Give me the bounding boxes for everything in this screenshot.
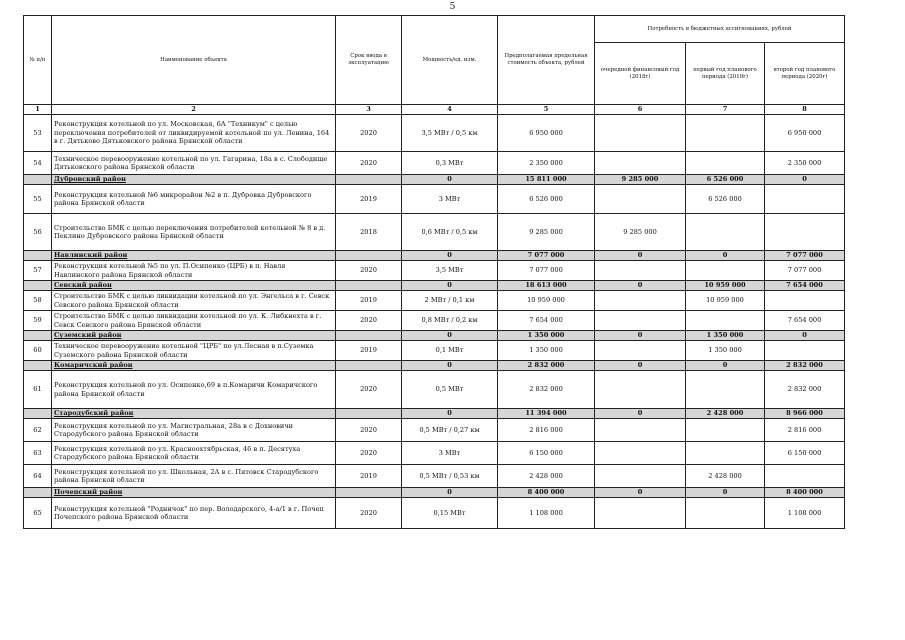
y2018-cell (595, 115, 686, 152)
group-row (24, 281, 845, 291)
table-row (24, 291, 845, 311)
y2018-cell: 0 (595, 331, 686, 341)
table-body (24, 115, 845, 529)
y2019-cell (686, 152, 765, 175)
num-cell: 65 (24, 498, 52, 529)
power-cell: 3,5 МВт (402, 261, 498, 281)
table-row (24, 465, 845, 488)
power-cell: 0,6 МВт / 0,5 км (402, 214, 498, 251)
y2019-cell: 1 350 000 (686, 331, 765, 341)
power-cell: 0 (402, 361, 498, 371)
y2020-cell (765, 214, 845, 251)
num-cell: 61 (24, 371, 52, 409)
num-cell: 56 (24, 214, 52, 251)
cost-cell: 2 350 000 (498, 152, 595, 175)
header-cost: Предполагаемая предельная стоимость объекта, рублей (498, 16, 595, 105)
power-cell: 0 (402, 251, 498, 261)
power-cell: 0,5 МВт / 0,27 км (402, 419, 498, 442)
group-row (24, 488, 845, 498)
y2018-cell: 0 (595, 361, 686, 371)
cost-cell: 18 613 000 (498, 281, 595, 291)
table-row (24, 341, 845, 361)
power-cell: 0,3 МВт (402, 152, 498, 175)
object-name-cell: Строительство БМК с целью ликвидации котельной по ул. Энгельса в г. Севск Севского района Брянской области (52, 291, 336, 311)
y2019-cell: 0 (686, 488, 765, 498)
y2018-cell (595, 498, 686, 529)
num-cell: 63 (24, 442, 52, 465)
y2019-cell (686, 214, 765, 251)
num-cell: 55 (24, 185, 52, 214)
num-cell: 60 (24, 341, 52, 361)
y2019-cell: 0 (686, 361, 765, 371)
object-name-cell: Суземский район (52, 331, 336, 341)
y2020-cell (765, 465, 845, 488)
power-cell: 0,8 МВт / 0,2 км (402, 311, 498, 331)
num-cell (24, 361, 52, 371)
object-name-cell: Стародубский район (52, 409, 336, 419)
table-row (24, 214, 845, 251)
power-cell: 3 МВт (402, 185, 498, 214)
y2019-cell: 10 959 000 (686, 281, 765, 291)
y2018-cell (595, 291, 686, 311)
header-name: Наименование объекта (52, 16, 336, 105)
table-row (24, 419, 845, 442)
y2018-cell (595, 419, 686, 442)
date-cell: 2020 (336, 419, 402, 442)
y2018-cell (595, 311, 686, 331)
y2018-cell: 0 (595, 488, 686, 498)
table-row (24, 115, 845, 152)
cost-cell: 15 811 000 (498, 175, 595, 185)
y2020-cell (765, 341, 845, 361)
num-cell: 58 (24, 291, 52, 311)
table-row (24, 311, 845, 331)
y2020-cell: 6 950 000 (765, 115, 845, 152)
header-num: № п/п (24, 16, 52, 105)
y2019-cell: 6 526 000 (686, 185, 765, 214)
y2019-cell (686, 419, 765, 442)
y2019-cell (686, 311, 765, 331)
table-row (24, 261, 845, 281)
num-cell (24, 175, 52, 185)
num-cell: 64 (24, 465, 52, 488)
cost-cell: 2 832 000 (498, 371, 595, 409)
date-cell (336, 175, 402, 185)
group-row (24, 361, 845, 371)
y2018-cell (595, 465, 686, 488)
power-cell: 3 МВт (402, 442, 498, 465)
index-cell: 7 (686, 105, 765, 115)
header-y2018: очередной финансовый год (2018г) (595, 43, 686, 105)
header-date: Срок ввода в эксплуатацию (336, 16, 402, 105)
cost-cell: 9 285 000 (498, 214, 595, 251)
object-name-cell: Реконструкция котельной №5 по ул. П.Осипенко (ЦРБ) в п. Навля Навлинского района Брянской области (52, 261, 336, 281)
y2019-cell (686, 498, 765, 529)
object-name-cell: Севский район (52, 281, 336, 291)
date-cell: 2020 (336, 371, 402, 409)
num-cell (24, 251, 52, 261)
object-name-cell: Строительство БМК с целью переключения потребителей котельной № 8 в д. Пеклино Дубровского района Брянской области (52, 214, 336, 251)
object-name-cell: Комаричский район (52, 361, 336, 371)
y2019-cell: 2 428 000 (686, 465, 765, 488)
cost-cell: 7 654 000 (498, 311, 595, 331)
object-name-cell: Почепский район (52, 488, 336, 498)
table-row (24, 185, 845, 214)
num-cell (24, 281, 52, 291)
y2018-cell: 0 (595, 409, 686, 419)
power-cell: 0 (402, 409, 498, 419)
date-cell: 2020 (336, 498, 402, 529)
object-name-cell: Реконструкция котельной по ул. Московская, 6А "Техникум" с целью переключения потребителей от ликвидируемой котельной по ул. Ленина, 164 в г. Дятьково Дятьковского района Брянской области (52, 115, 336, 152)
index-cell: 3 (336, 105, 402, 115)
y2019-cell: 0 (686, 251, 765, 261)
index-cell: 8 (765, 105, 845, 115)
cost-cell: 2 428 000 (498, 465, 595, 488)
date-cell: 2019 (336, 291, 402, 311)
object-name-cell: Дубровский район (52, 175, 336, 185)
object-name-cell: Техническое перевооружение котельной "ЦРБ" по ул.Лесная в п.Суземка Суземского района Брянской области (52, 341, 336, 361)
date-cell (336, 488, 402, 498)
power-cell: 0 (402, 175, 498, 185)
y2019-cell: 6 526 000 (686, 175, 765, 185)
cost-cell: 1 350 000 (498, 341, 595, 361)
y2020-cell: 2 832 000 (765, 361, 845, 371)
cost-cell: 10 959 000 (498, 291, 595, 311)
num-cell (24, 331, 52, 341)
page-number: 5 (449, 2, 456, 12)
power-cell: 0,15 МВт (402, 498, 498, 529)
index-row (24, 105, 845, 115)
date-cell (336, 331, 402, 341)
y2020-cell: 8 400 000 (765, 488, 845, 498)
y2019-cell (686, 371, 765, 409)
cost-cell: 6 526 000 (498, 185, 595, 214)
num-cell (24, 409, 52, 419)
y2019-cell (686, 261, 765, 281)
table-row (24, 442, 845, 465)
y2020-cell: 7 654 000 (765, 281, 845, 291)
power-cell: 3,5 МВт / 0,5 км (402, 115, 498, 152)
power-cell: 0,5 МВт / 0,53 км (402, 465, 498, 488)
cost-cell: 1 108 000 (498, 498, 595, 529)
cost-cell: 6 150 000 (498, 442, 595, 465)
date-cell (336, 361, 402, 371)
cost-cell: 2 832 000 (498, 361, 595, 371)
date-cell: 2020 (336, 442, 402, 465)
object-name-cell: Строительство БМК с целью ликвидации котельной по ул. К. Либкнехта в г. Севск Севского района Брянской области (52, 311, 336, 331)
y2020-cell: 2 350 000 (765, 152, 845, 175)
index-cell: 1 (24, 105, 52, 115)
cost-cell: 6 950 000 (498, 115, 595, 152)
y2019-cell: 10 959 000 (686, 291, 765, 311)
date-cell (336, 251, 402, 261)
y2018-cell: 9 285 000 (595, 214, 686, 251)
date-cell: 2020 (336, 261, 402, 281)
object-name-cell: Техническое перевооружение котельной по ул. Гагарина, 18а в с. Слободище Дятьковского района Брянской области (52, 152, 336, 175)
index-cell: 5 (498, 105, 595, 115)
num-cell: 54 (24, 152, 52, 175)
cost-cell: 11 394 000 (498, 409, 595, 419)
y2018-cell: 9 285 000 (595, 175, 686, 185)
cost-cell: 7 077 000 (498, 251, 595, 261)
date-cell: 2019 (336, 341, 402, 361)
date-cell (336, 409, 402, 419)
date-cell: 2020 (336, 152, 402, 175)
table-row (24, 371, 845, 409)
power-cell: 0,5 МВт (402, 371, 498, 409)
num-cell: 53 (24, 115, 52, 152)
y2020-cell: 7 077 000 (765, 261, 845, 281)
group-row (24, 409, 845, 419)
object-name-cell: Реконструкция котельной по ул. Осипенко,69 в п.Комаричи Комаричского района Брянской области (52, 371, 336, 409)
table-row (24, 152, 845, 175)
header-power: Мощность/ед. изм. (402, 16, 498, 105)
y2020-cell: 6 150 000 (765, 442, 845, 465)
header-need: Потребность в бюджетных ассигнованиях, рублей (595, 16, 845, 43)
y2020-cell: 8 966 000 (765, 409, 845, 419)
group-row (24, 251, 845, 261)
y2020-cell: 0 (765, 331, 845, 341)
num-cell (24, 488, 52, 498)
y2019-cell (686, 115, 765, 152)
group-row (24, 175, 845, 185)
y2020-cell: 1 108 000 (765, 498, 845, 529)
date-cell: 2018 (336, 214, 402, 251)
y2019-cell: 1 350 000 (686, 341, 765, 361)
y2018-cell (595, 442, 686, 465)
y2020-cell (765, 291, 845, 311)
object-name-cell: Реконструкция котельной №6 микрорайон №2 в п. Дубровка Дубровского района Брянской области (52, 185, 336, 214)
date-cell (336, 281, 402, 291)
power-cell: 0 (402, 488, 498, 498)
y2020-cell: 2 832 000 (765, 371, 845, 409)
y2020-cell: 7 077 000 (765, 251, 845, 261)
date-cell: 2020 (336, 115, 402, 152)
cost-cell: 8 400 000 (498, 488, 595, 498)
object-name-cell: Реконструкция котельной "Родничок" по пер. Володарского, 4-а/1 в г. Почеп Почепского района Брянской области (52, 498, 336, 529)
y2018-cell (595, 261, 686, 281)
y2020-cell: 2 816 000 (765, 419, 845, 442)
date-cell: 2020 (336, 311, 402, 331)
num-cell: 59 (24, 311, 52, 331)
num-cell: 57 (24, 261, 52, 281)
power-cell: 2 МВт / 0,1 км (402, 291, 498, 311)
header-y2019: первый год планового периода (2019г) (686, 43, 765, 105)
y2020-cell: 7 654 000 (765, 311, 845, 331)
cost-cell: 7 077 000 (498, 261, 595, 281)
object-name-cell: Реконструкция котельной по ул. Магистральная, 28а в с Дохновичи Стародубского района Брянской области (52, 419, 336, 442)
y2018-cell (595, 371, 686, 409)
object-name-cell: Реконструкция котельной по ул. Школьная, 2А в с. Пятовск Стародубского района Брянской области (52, 465, 336, 488)
power-cell: 0,1 МВт (402, 341, 498, 361)
num-cell: 62 (24, 419, 52, 442)
y2018-cell: 0 (595, 251, 686, 261)
y2019-cell (686, 442, 765, 465)
object-name-cell: Реконструкция котельной по ул. Красноохтябрьская, 46 в п. Десятуха Стародубского района Брянской области (52, 442, 336, 465)
header-y2020: второй год планового периода (2020г) (765, 43, 845, 105)
y2020-cell (765, 185, 845, 214)
index-cell: 4 (402, 105, 498, 115)
cost-cell: 1 350 000 (498, 331, 595, 341)
y2018-cell (595, 341, 686, 361)
power-cell: 0 (402, 331, 498, 341)
budget-table (23, 15, 845, 529)
y2019-cell: 2 428 000 (686, 409, 765, 419)
table-row (24, 498, 845, 529)
cost-cell: 2 816 000 (498, 419, 595, 442)
y2018-cell (595, 185, 686, 214)
y2018-cell (595, 152, 686, 175)
y2020-cell: 0 (765, 175, 845, 185)
date-cell: 2019 (336, 465, 402, 488)
y2018-cell: 0 (595, 281, 686, 291)
index-cell: 6 (595, 105, 686, 115)
group-row (24, 331, 845, 341)
object-name-cell: Навлинский район (52, 251, 336, 261)
date-cell: 2019 (336, 185, 402, 214)
index-cell: 2 (52, 105, 336, 115)
power-cell: 0 (402, 281, 498, 291)
